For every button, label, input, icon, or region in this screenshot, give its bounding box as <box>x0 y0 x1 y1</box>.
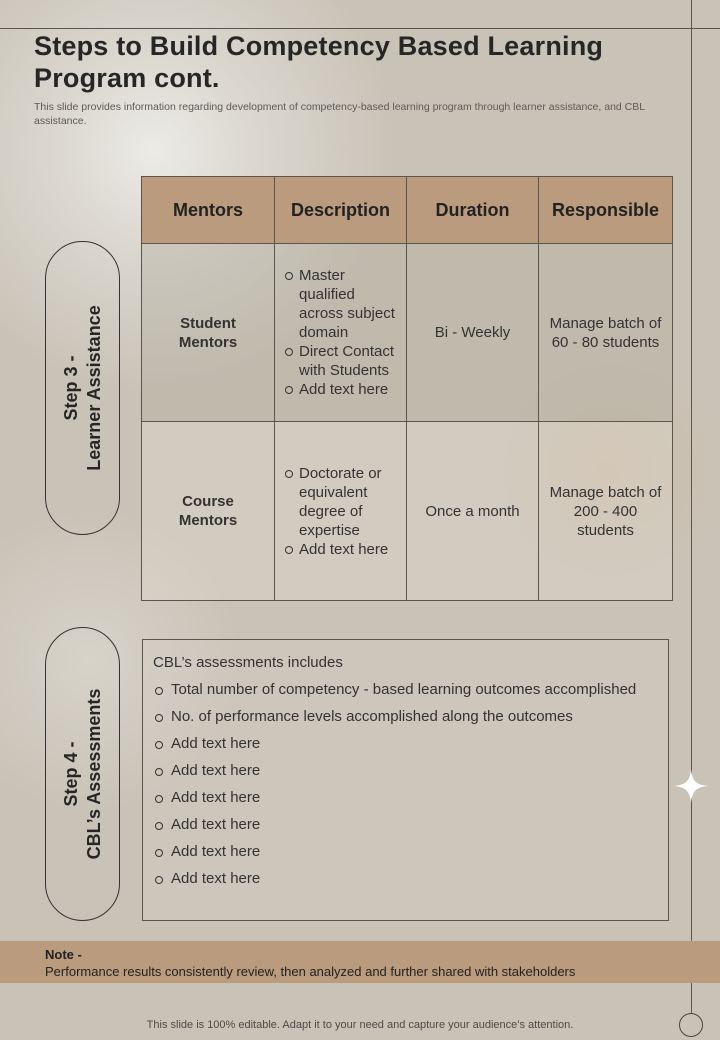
list-item: Add text here <box>283 380 400 399</box>
page-subtitle: This slide provides information regarding development of competency-based learning program through learner assistance, and CBL assistance. <box>34 101 645 127</box>
list-item: Add text here <box>153 842 658 861</box>
list-item: Total number of competency - based learning outcomes accomplished <box>153 680 658 699</box>
table-row <box>142 244 673 422</box>
responsible-cell: Manage batch of 60 - 80 students <box>539 244 673 422</box>
mentors-table <box>141 176 673 601</box>
duration-cell: Bi - Weekly <box>407 244 539 422</box>
list-item: Master qualified across subject domain <box>283 266 400 342</box>
page-title: Steps to Build Competency Based Learning Program cont. <box>34 31 604 93</box>
col-header-description: Description <box>275 177 407 244</box>
list-item: Add text here <box>283 540 400 559</box>
note-bar <box>0 941 720 983</box>
description-cell <box>275 244 407 422</box>
note-label: Note - <box>45 947 82 962</box>
step3-label <box>45 241 120 535</box>
col-header-mentors: Mentors <box>142 177 275 244</box>
col-header-duration: Duration <box>407 177 539 244</box>
assessments-intro: CBL’s assessments includes <box>153 654 343 671</box>
step4-number: Step 4 - <box>60 741 81 807</box>
top-divider <box>0 28 720 29</box>
step3-title: Learner Assistance <box>83 305 104 471</box>
footer-text: This slide is 100% editable. Adapt it to your need and capture your audience’s attention. <box>146 1019 574 1031</box>
list-item: Add text here <box>153 815 658 834</box>
step3-number: Step 3 - <box>60 355 81 421</box>
right-vertical-line <box>691 0 692 1014</box>
mentor-cell: Student Mentors <box>142 244 275 422</box>
list-item: No. of performance levels accomplished along the outcomes <box>153 707 658 726</box>
list-item: Add text here <box>153 761 658 780</box>
responsible-cell: Manage batch of 200 - 400 students <box>539 422 673 601</box>
sparkle-icon <box>673 768 709 804</box>
step4-label <box>45 627 120 921</box>
step4-title: CBL’s Assessments <box>83 688 104 860</box>
list-item: Direct Contact with Students <box>283 342 400 380</box>
list-item: Add text here <box>153 788 658 807</box>
note-text: Performance results consistently review, then analyzed and further shared with stakeholders <box>45 964 576 979</box>
table-row <box>142 422 673 601</box>
duration-cell: Once a month <box>407 422 539 601</box>
list-item: Add text here <box>153 869 658 888</box>
list-item: Add text here <box>153 734 658 753</box>
assessments-box <box>142 639 669 921</box>
list-item: Doctorate or equivalent degree of expertise <box>283 464 400 540</box>
col-header-responsible: Responsible <box>539 177 673 244</box>
description-cell <box>275 422 407 601</box>
mentor-cell: Course Mentors <box>142 422 275 601</box>
